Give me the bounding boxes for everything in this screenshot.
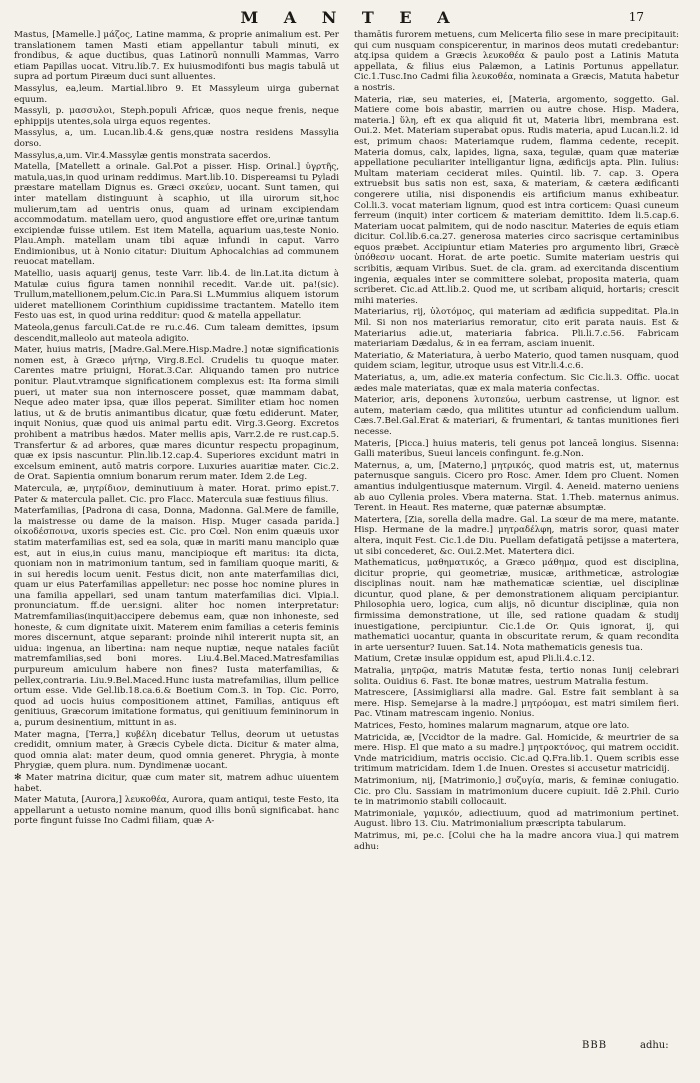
dictionary-entry: Maternus, a, um, [Materno,] μητρικός, quod matris est, ut, maternus paternusque sanguis. Cicero pro Rosc. Amer. Idem pro Cluent. Nomen amantius indulgentiusque maternum. Virgil. 4. Aeneid. materno ueniens ab auo Cyllenia proles. Vbera materna. Stat. 1.Theb. maternus animus. Terent. in Heaut. Res materne, quæ paternæ absumptæ.	[354, 460, 679, 514]
dictionary-entry: Matercula, æ, μητρίδιον, deminutiuum à mater. Horat. primo epist.7. Pater & matercula pallet. Cic. pro Flacc. Matercula suæ festiuus filius.	[14, 483, 339, 505]
dictionary-entry: Matertera, [Zia, sorella della madre. Gal. La sœur de ma mere, matante. Hisp. Hermane de la madre.] μητραδέλφη, matris soror, quasi mater altera, inquit Fest. Cic.1.de Diu. Puellam defatigatā petijsse a matertera, ut sibi concederet, &c. Oui.2.Met. Matertera dici.	[354, 514, 679, 557]
signature-mark: BBB	[582, 1040, 608, 1051]
dictionary-entry: Matium, Cretæ insulæ oppidum est, apud Pli.li.4.c.12.	[354, 654, 595, 665]
dictionary-entry: Matellio, uasis aquarij genus, teste Varr. lib.4. de lin.Lat.ita dictum à Matulæ cuius figura tamen nonnihil recedit. Var.de uit. pa!(sic). Trullum,matellionem,pelum.Cic.in Para.Si L.Mummius aliquem istorum uideret matellionem Corinthium cupidissime tractantem. Matello item Festo uas est, in quod urina redditur: quod & matella appellatur.	[14, 269, 339, 322]
dictionary-entry: Matrices, Festo, homines malarum magnarum, atque ore lato.	[354, 721, 630, 731]
dictionary-entry: Matrescere, [Assimigliarsi alla madre. Gal. Estre fait semblant à sa mere. Hisp. Semejarse à la madre.] μητρόομαι, est matri similem fieri. Pac. Vtinam matrescam ingenio. Nonius.	[354, 688, 679, 720]
dictionary-entry: Massylus,a,um. Vir.4.Massylæ gentis monstrata sacerdos.	[14, 150, 271, 161]
dictionary-entry: Mater, huius matris, [Madre.Gal.Mere.Hisp.Madre.] notæ significationis nomen est, à Græco μήτηρ, Virg.8.Ecl. Crudelis tu quoque mater. Carentes matre priuigni, Horat.3.Car. Aliquando tamen pro nutrice ponitur. Plaut.vtramque significationem complexus est: Ita forma simili pueri, ut mater sua non internoscere posset, quæ mammam dabat, Neque adeo mater ipsa, quæ illos peperat. Similiter etiam hoc nomen latius, ut & de brutis animantibus dicatur, quæ fœtu ediderunt. Mater, inquit Nonius, quæ quod uis animal partu edit. Virg.3.Georg. Excretos prohibent a matribus hædos. Mater mellis apis, Varr.2.de re rust.cap.5. Transfertur & ad arbores, quæ mares dicuntur respectu propaginum, quæ ex ipsis nascuntur. Plin.lib.12.cap.4. Superiores excidunt matri in excelsum eminent, autō matris corpore. Luxuries auaritiæ mater. Cic.2. de Orat. Sapientia omnium bonarum rerum mater. Idem 2.de Leg.	[14, 345, 339, 483]
right-column	[354, 30, 679, 1065]
dictionary-entry: Mathematicus, μαθηματικός, a Græco μάθημα, quod est disciplina, dicitur proprie, qui geometriæ, musicæ, arithmeticæ, astrologiæ disciplinas nouit. nam hæ mathematicæ scientiæ, uel disciplinæ dicuntur, quod plane, & per demonstrationem aliquam percipiantur. Philosophia uero, logica, cum alijs, nō dicuntur disciplinæ, quia non firmissima demonstratione, ut ille, sed ratione quadam & studij inuestigatione, percipiuntur. Cic.1.de Or. Quis ignorat, ij, qui mathematici uocantur, quanta in obscuritate rerum, & quam recondita in arte uersentur? Iuuen. Sat.14. Nota mathematicis genesis tua.	[354, 558, 679, 653]
dictionary-entry: Mater Matuta, [Aurora,] λευκοθέα, Aurora, quam antiqui, teste Festo, ita appellarunt a uetusto nomine manum, quod illis bonū significabat. hanc porte fingunt fuisse Ino Cadmi filiam, quæ A-	[14, 795, 339, 827]
dictionary-entry: Mateola,genus farculi.Cat.de re ru.c.46. Cum taleam demittes, ipsum descendit,malleolo aut mateola adigito.	[14, 323, 339, 344]
dictionary-entry: thamātis furorem metuens, cum Melicerta filio sese in mare precipitauit: qui cum nusquam conspicerentur, in marinos deos mutati credebantur: atq.ipsa quidem a Græcis λευκοθέα & paulo post a Latinis Matuta appellata, & filius eius Palæmon, a Latinis Portunus appellatur. Cic.1.Tusc.Ino Cadmi filia λευκοθέα, nominata a Græcis, Matuta habetur a nostris.	[354, 30, 679, 93]
dictionary-entry: Mater magna, [Terra,] κυβέλη dicebatur Tellus, deorum ut uetustas credidit, omnium mater, à Græcis Cybele dicta. Dicitur & mater alma, quod omnia alat: mater deum, quod omnia generet. Phrygia, à monte Phrygiæ, quem plura. num. Dyndimenæ uocant.	[14, 729, 339, 772]
dictionary-entry: Materia, riæ, seu materies, ei, [Materia, argomento, soggetto. Gal. Matiere come bois abastir, marrien ou autre chose. Hisp. Madera, materia.] ὕλη, eft ex qua aliquid fit ut, Materia libri, membrana est. Oui.2. Met. Materiam superabat opus. Rudis materia, apud Lucan.li.2. id est, primum chaos: Materiamque rudem, flamma cedente, recepit. Materia domus, calx, lapides, ligna, saxa, tegulæ, quam quæ materiæ appellatione peculiariter intelligantur ligna, ædificijs apta. Plin. Iulius: Multam materiam ceciderat miles. Quintil. lib. 7. cap. 3. Opera extruebsit bus satis non est, saxa, & materiam, & cætera ædificanti congerere utilia, nisi disponendis eis artificium manus exhibeatur. Col.li.3. vocat materiam lignum, quod est intra corticem: Quasi cuneum ferreum (inquit) inter corticem & materiam demittito. Idem li.5.cap.6. Materiam uocat palmitem, qui de nodo nascitur. Materies de equis etiam dicitur. Col.lib.6.ca.27. generosa materies circo sacrisque certaminibus equos præbet. Accipiuntur etiam Materies pro argumento libri, Græcè ὑπόθεσιν uocant. Horat. de arte poetic. Sumite materiam uestris qui scribitis, æquam Viribus. Suet. de cla. gram. ad exercitanda discentium ingenia, æquales inter se committere solebat, proposita materia, quam scriberet. Cic.ad Att.lib.2. Quod me, ut scribam aliquid, hortaris; crescit mihi materies.	[354, 94, 679, 306]
page-number: 17	[628, 10, 644, 24]
dictionary-entry: Materiatus, a, um, adie.ex materia confectum. Sic Cic.li.3. Offic. uocat ædes male materiatas, quæ ex mala materia confectas.	[354, 373, 679, 394]
dictionary-entry: Matella, [Matellett a orinale. Gal.Pot a pisser. Hisp. Orinal.] ὑγρτῆς, matula,uas,in quod urinam reddimus. Mart.lib.10. Dispereamsi tu Pyladi præstare matellam Dignus es. Græci σκεύεν, uocant. Sunt tamen, qui inter matellam distinguunt à scaphio, ut illa uirorum sit,hoc mulierum,tam ad uentris onus, quam ad urinam excipiendam accommodatum. matellam uero, quod angustiore effet ore,urinæ tantum excipiendæ fuisse utilem. Est item Matella, aquarium uas,teste Nonio. Plau.Amph. matellam unam tibi aquæ infundi in caput. Varro Endimionibus, ut à Nonio citatur: Diuitum Aphocalchias ad communem reuocat matellam.	[14, 162, 339, 268]
left-column	[14, 30, 339, 1065]
dictionary-entry: Materior, aris, deponens λυτοπεύω, uerbum castrense, ut lignor. est autem, materiam cædo, qua militites utuntur ad conficiendum uallum. Cæs.7.Bel.Gal.Erat & materiari, & frumentari, & tantas munitiones fieri necesse.	[354, 395, 679, 437]
dictionary-entry: Matrimoniale, γαμικόν, adiectiuum, quod ad matrimonium pertinet. August. libro 13. Ciu. Matrimonialium præscripta tabularum.	[354, 808, 679, 830]
catchword: adhu:	[640, 1040, 669, 1051]
running-title: M A N T E A	[240, 8, 460, 27]
running-head	[0, 8, 700, 28]
dictionary-entry: Massyli, p. μασσυλοι, Steph.populi Africæ, quos neque frenis, neque ephippijs utentes,sola uirga equos regentes.	[14, 106, 339, 127]
dictionary-entry: Massylus, ea,leum. Martial.libro 9. Et Massyleum uirga gubernat equum.	[14, 83, 339, 105]
dictionary-entry: Mastus, [Mamelle.] μάζος, Latine mamma, & proprie animalium est. Per translationem tamen Masti etiam appellantur tabuli minuti, ex frondibus, & aque ductibus, quas Latinorū nonnulli Mammas, Varro etiam Papillas uocat. Vitru.lib.7. Ex huiusmodifonti bus magis tabulā ut supra ad portum Piræum duci sunt alluentes.	[14, 30, 339, 83]
dictionary-entry: Matrimus, mi, pe.c. [Colui che ha la madre ancora viua.] qui matrem adhu:	[354, 830, 679, 852]
dictionary-entry: Materiarius, rij, ὑλοτόμος, qui materiam ad ædificia suppeditat. Pla.in Mil. Si non nos materiarius remoratur, cito erit parata nauis. Est & Materiarius adie.ut, materiaria fabrica. Pli.li.7.c.56. Fabricam materiariam Dædalus, & in ea ferram, asciam inuenit.	[354, 307, 679, 350]
dictionary-entry: Materis, [Picca.] huius materis, teli genus pot lanceā longius. Sisenna: Galli materibus, Sueui lanceis confingunt. fe.g.Non.	[354, 438, 679, 460]
dictionary-entry: Matricida, æ, [Vccidtor de la madre. Gal. Homicide, & meurtrier de sa mere. Hisp. El que mato a su madre.] μητροκτόνος, qui matrem occidit. Vnde matricidium, matris occisio. Cic.ad Q.Fra.lib.1. Quem scribis esse tritimum matricidam. Idem 1.de Inuen. Orestes si accusetur matricidij.	[354, 732, 679, 775]
dictionary-entry: ✻ Mater matrina dicitur, quæ cum mater sit, matrem adhuc uiuentem habet.	[14, 772, 339, 794]
dictionary-entry: Massylus, a, um. Lucan.lib.4.& gens,quæ nostra residens Massylia dorso.	[14, 128, 339, 149]
dictionary-entry: Materiatio, & Materiatura, à uerbo Materio, quod tamen nusquam, quod quidem sciam, legitur, utroque usus est Vitr.li.4.c.6.	[354, 350, 679, 372]
dictionary-entry: Matralia, μητρῷα, matris Matutæ festa, tertio nonas Iunij celebrari solita. Ouidius 6. Fast. Ite bonæ matres, uestrum Matralia festum.	[354, 666, 679, 687]
dictionary-entry: Matrimonium, nij, [Matrimonio,] συζυγία, maris, & feminæ coniugatio. Cic. pro Clu. Sassiam in matrimonium ducere cupiuit. Idē 2.Phil. Curio te in matrimonio stabili collocauit.	[354, 775, 679, 808]
dictionary-entry: Materfamilias, [Padrona di casa, Donna, Madonna. Gal.Mere de famille, la maistresse ou dame de la maison. Hisp. Muger casada parida.] οἰκοδέσποινα, uxoris species est. Cic. pro Cœl. Non enim quæuis uxor statim materfamilias est, sed ea sola, quæ in mariti manu manciplo quæ est, aut in eius,in cuius manu, mancipioque eft maritus: ita dicta, quoniam non in matrimonium tantum, sed in familiam quoque mariti, & in sui heredis locum uenit. Festus dicit, non ante materfamilias dici, quam ur eius Paterfamilias appelletur: nec posse hoc nomine plures in una familia appellari, sed unam tantum materfamilias dici. Vlpia.l. pronunciatum. ff.de uer.signi. aliter hoc nomen interpretatur: Matremfamilias(inquit)accipere debemus eam, quæ non inhoneste, sed honeste, & cum dignitate uixit. Materem enim familias a ceteris feminis mores discernunt, atque separant: proinde nihil intererit nupta sit, an uidua: ingenua, an libertina: nam neque nuptiæ, neque natales faciūt matremfamilias,sed boni mores. Liu.4.Bel.Maced.Matresfamilias purpureum amiculum habere non fines? Iusta materfamilias, & pellex,contraria. Liu.9.Bel.Maced.Hunc iusta matrefamilias, illum pellice ortum esse. Vide Gel.lib.18.ca.6.& Boetium Com.3. in Top. Cic. Porro, quod ad uocis huius compositionem attinet, Familias, antiquus eft genitiuus, Græcorum imitatione formatus, qui genitiuum femininorum in a, purum desinentium, mittunt in as.	[14, 506, 339, 728]
